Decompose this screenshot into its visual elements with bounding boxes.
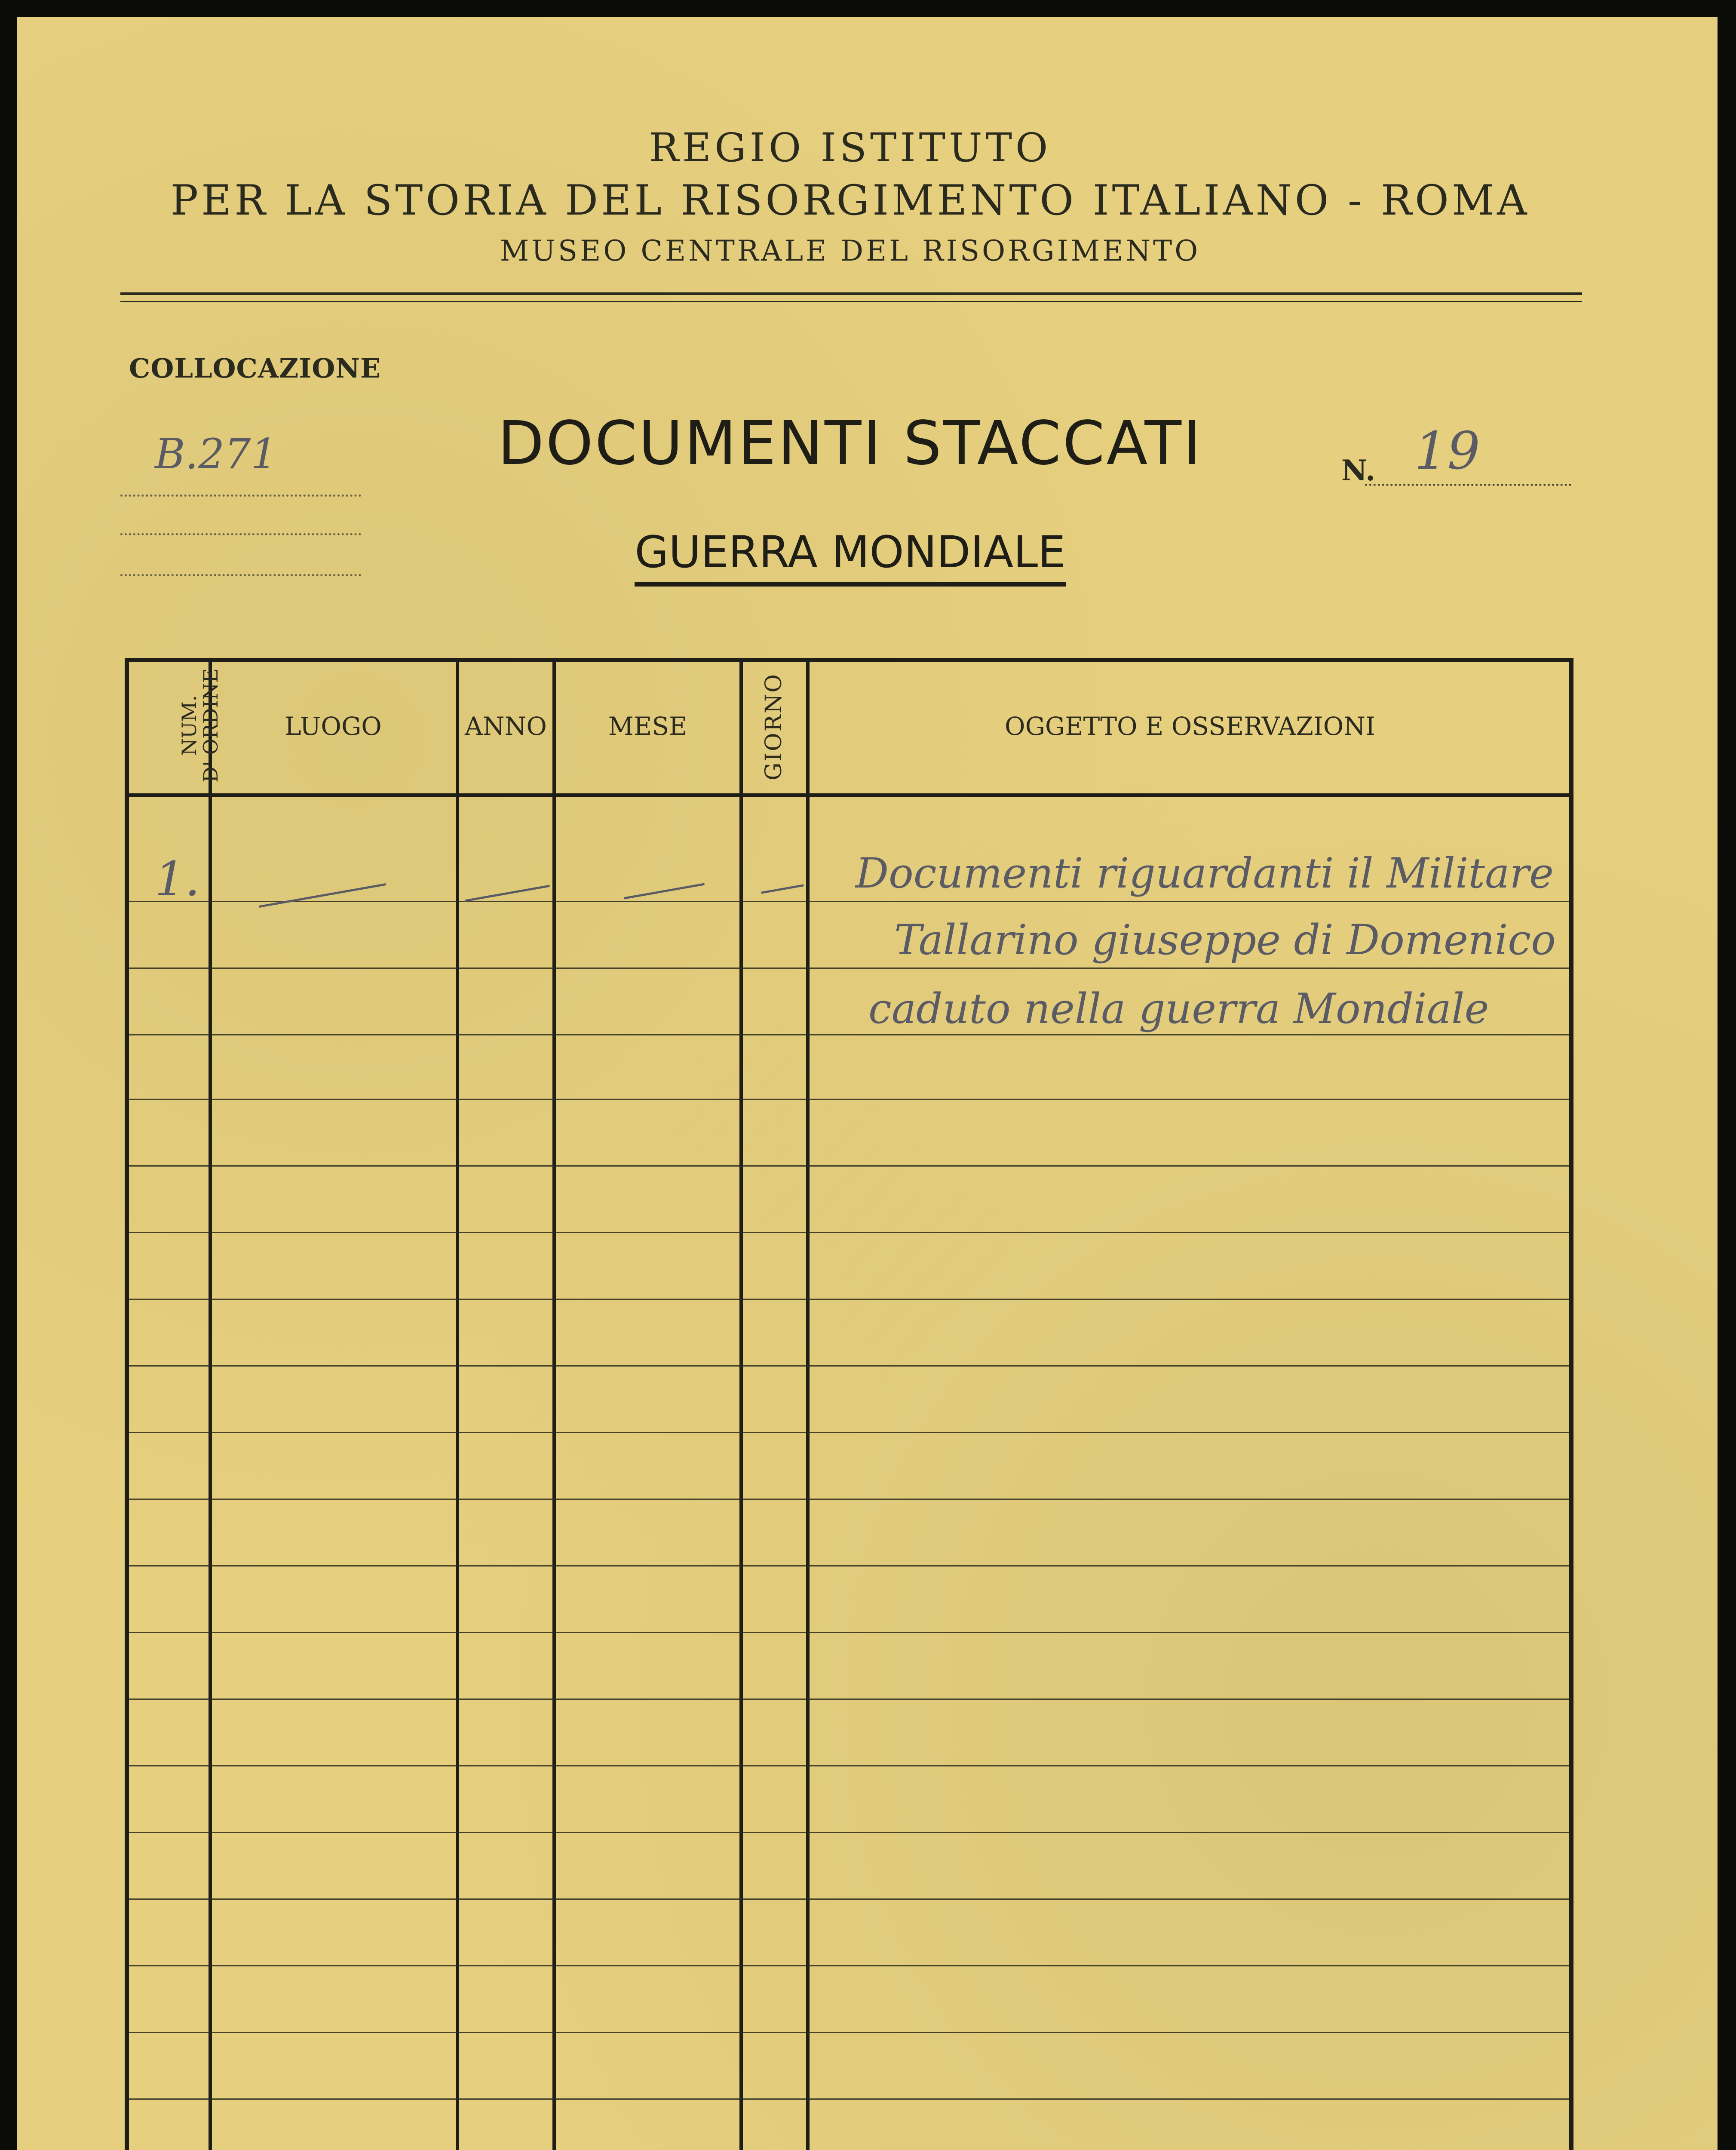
institute-heading: REGIO ISTITUTO xyxy=(649,125,1052,171)
header-mese: MESE xyxy=(608,712,687,741)
collocazione-label: COLLOCAZIONE xyxy=(129,353,381,384)
ruled-line xyxy=(129,901,1569,902)
ruled-line xyxy=(129,1765,1569,1766)
institute-full-name: PER LA STORIA DEL RISORGIMENTO ITALIANO - ROMA xyxy=(170,176,1530,224)
table-header-rule xyxy=(125,793,1573,797)
header-oggetto: OGGETTO E OSSERVAZIONI xyxy=(1005,712,1375,741)
header-rule-thick xyxy=(120,292,1582,295)
oggetto-line-1: Documenti riguardanti il Militare xyxy=(856,849,1554,897)
ruled-line xyxy=(129,1965,1569,1966)
header-luogo: LUOGO xyxy=(285,712,382,741)
number-line xyxy=(1365,484,1571,486)
document-title: DOCUMENTI STACCATI xyxy=(497,408,1203,479)
number-value: 19 xyxy=(1414,421,1480,481)
ruled-line xyxy=(129,2098,1569,2100)
ruled-line xyxy=(129,1299,1569,1300)
ruled-line xyxy=(129,1499,1569,1500)
oggetto-line-3: caduto nella guerra Mondiale xyxy=(868,985,1489,1033)
header-giorno: GIORNO xyxy=(761,673,787,780)
header-num-ordine-1: NUM. xyxy=(178,695,201,756)
ruled-line xyxy=(129,1232,1569,1233)
museum-name: MUSEO CENTRALE DEL RISORGIMENTO xyxy=(500,234,1201,267)
number-label: N. xyxy=(1341,454,1376,487)
column-divider-mese xyxy=(739,658,743,2150)
document-subtitle xyxy=(0,527,1700,578)
ruled-line xyxy=(129,1565,1569,1566)
ruled-line xyxy=(129,968,1569,969)
ruled-line xyxy=(129,1099,1569,1100)
subtitle-text: GUERRA MONDIALE xyxy=(635,527,1065,587)
entry-number: 1. xyxy=(155,851,200,906)
collocazione-line-1 xyxy=(120,494,361,497)
oggetto-line-2: Tallarino giuseppe di Domenico xyxy=(894,916,1556,964)
ruled-line xyxy=(129,1165,1569,1167)
collocazione-value: B.271 xyxy=(155,430,277,478)
column-divider-anno xyxy=(552,658,556,2150)
ruled-line xyxy=(129,2032,1569,2033)
ruled-line xyxy=(129,1898,1569,1900)
ruled-line xyxy=(129,1432,1569,1433)
header-rule-thin xyxy=(120,301,1582,302)
header-anno: ANNO xyxy=(465,712,547,741)
header-num-ordine-2: D' ORDINE xyxy=(199,668,222,783)
ruled-line xyxy=(129,1365,1569,1367)
ruled-line xyxy=(129,1832,1569,1833)
column-divider-luogo xyxy=(456,658,459,2150)
ruled-line xyxy=(129,1632,1569,1633)
ruled-line xyxy=(129,1034,1569,1035)
column-divider-giorno xyxy=(806,658,810,2150)
ruled-line xyxy=(129,1698,1569,1700)
column-divider-num xyxy=(209,658,212,2150)
